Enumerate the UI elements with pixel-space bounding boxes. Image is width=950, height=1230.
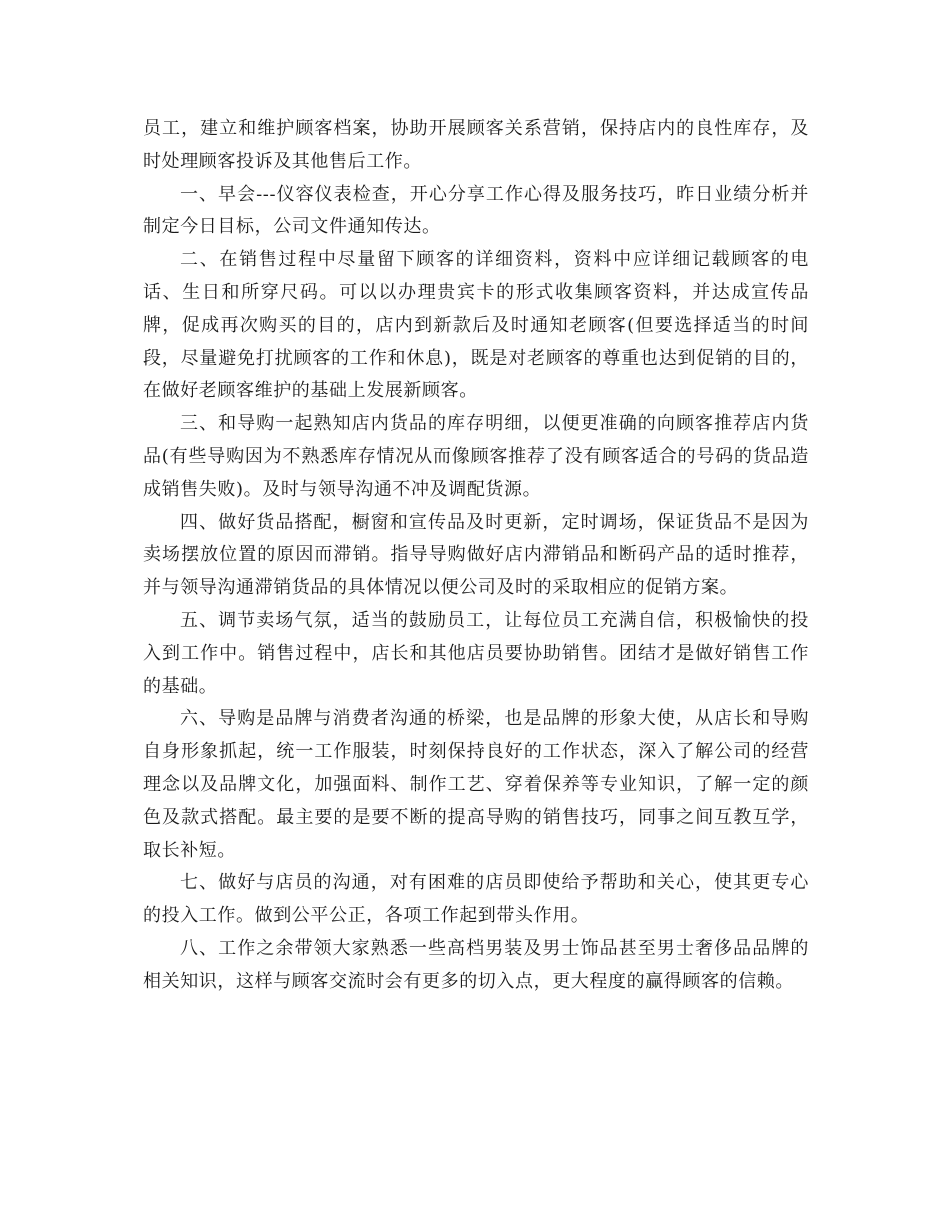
paragraph-item-1: 一、早会---仪容仪表检查，开心分享工作心得及服务技巧，昨日业绩分析并制定今日目标，公司文件通知传达。 [143, 183, 809, 238]
paragraph-item-2: 二、在销售过程中尽量留下顾客的详细资料，资料中应详细记载顾客的电话、生日和所穿尺码。可以以办理贵宾卡的形式收集顾客资料，并达成宣传品牌，促成再次购买的目的，店内到新款后及时通知老顾客(但要选择适当的时间段，尽量避免打扰顾客的工作和休息)，既是对老顾客的尊重也达到促销的目的，在做好老顾客维护的基础上发展新顾客。 [143, 249, 809, 402]
paragraph-item-5: 五、调节卖场气氛，适当的鼓励员工，让每位员工充满自信，积极愉快的投入到工作中。销售过程中，店长和其他店员要协助销售。团结才是做好销售工作的基础。 [143, 609, 809, 697]
paragraph-item-8: 八、工作之余带领大家熟悉一些高档男装及男士饰品甚至男士奢侈品品牌的相关知识，这样与顾客交流时会有更多的切入点，更大程度的赢得顾客的信赖。 [143, 937, 809, 992]
document-body [143, 113, 809, 999]
paragraph-item-4: 四、做好货品搭配，橱窗和宣传品及时更新，定时调场，保证货品不是因为卖场摆放位置的原因而滞销。指导导购做好店内滞销品和断码产品的适时推荐，并与领导沟通滞销货品的具体情况以便公司及时的采取相应的促销方案。 [143, 511, 809, 599]
paragraph-item-7: 七、做好与店员的沟通，对有困难的店员即使给予帮助和关心，使其更专心的投入工作。做到公平公正，各项工作起到带头作用。 [143, 872, 809, 927]
paragraph-item-3: 三、和导购一起熟知店内货品的库存明细，以便更准确的向顾客推荐店内货品(有些导购因为不熟悉库存情况从而像顾客推荐了没有顾客适合的号码的货品造成销售失败)。及时与领导沟通不冲及调配货源。 [143, 413, 809, 500]
paragraph-continuation: 员工，建立和维护顾客档案，协助开展顾客关系营销，保持店内的良性库存，及时处理顾客投诉及其他售后工作。 [143, 118, 809, 172]
paragraph-item-6: 六、导购是品牌与消费者沟通的桥梁，也是品牌的形象大使，从店长和导购自身形象抓起，统一工作服装，时刻保持良好的工作状态，深入了解公司的经营理念以及品牌文化，加强面料、制作工艺、穿着保养等专业知识，了解一定的颜色及款式搭配。最主要的是要不断的提高导购的销售技巧，同事之间互教互学，取长补短。 [143, 708, 809, 861]
